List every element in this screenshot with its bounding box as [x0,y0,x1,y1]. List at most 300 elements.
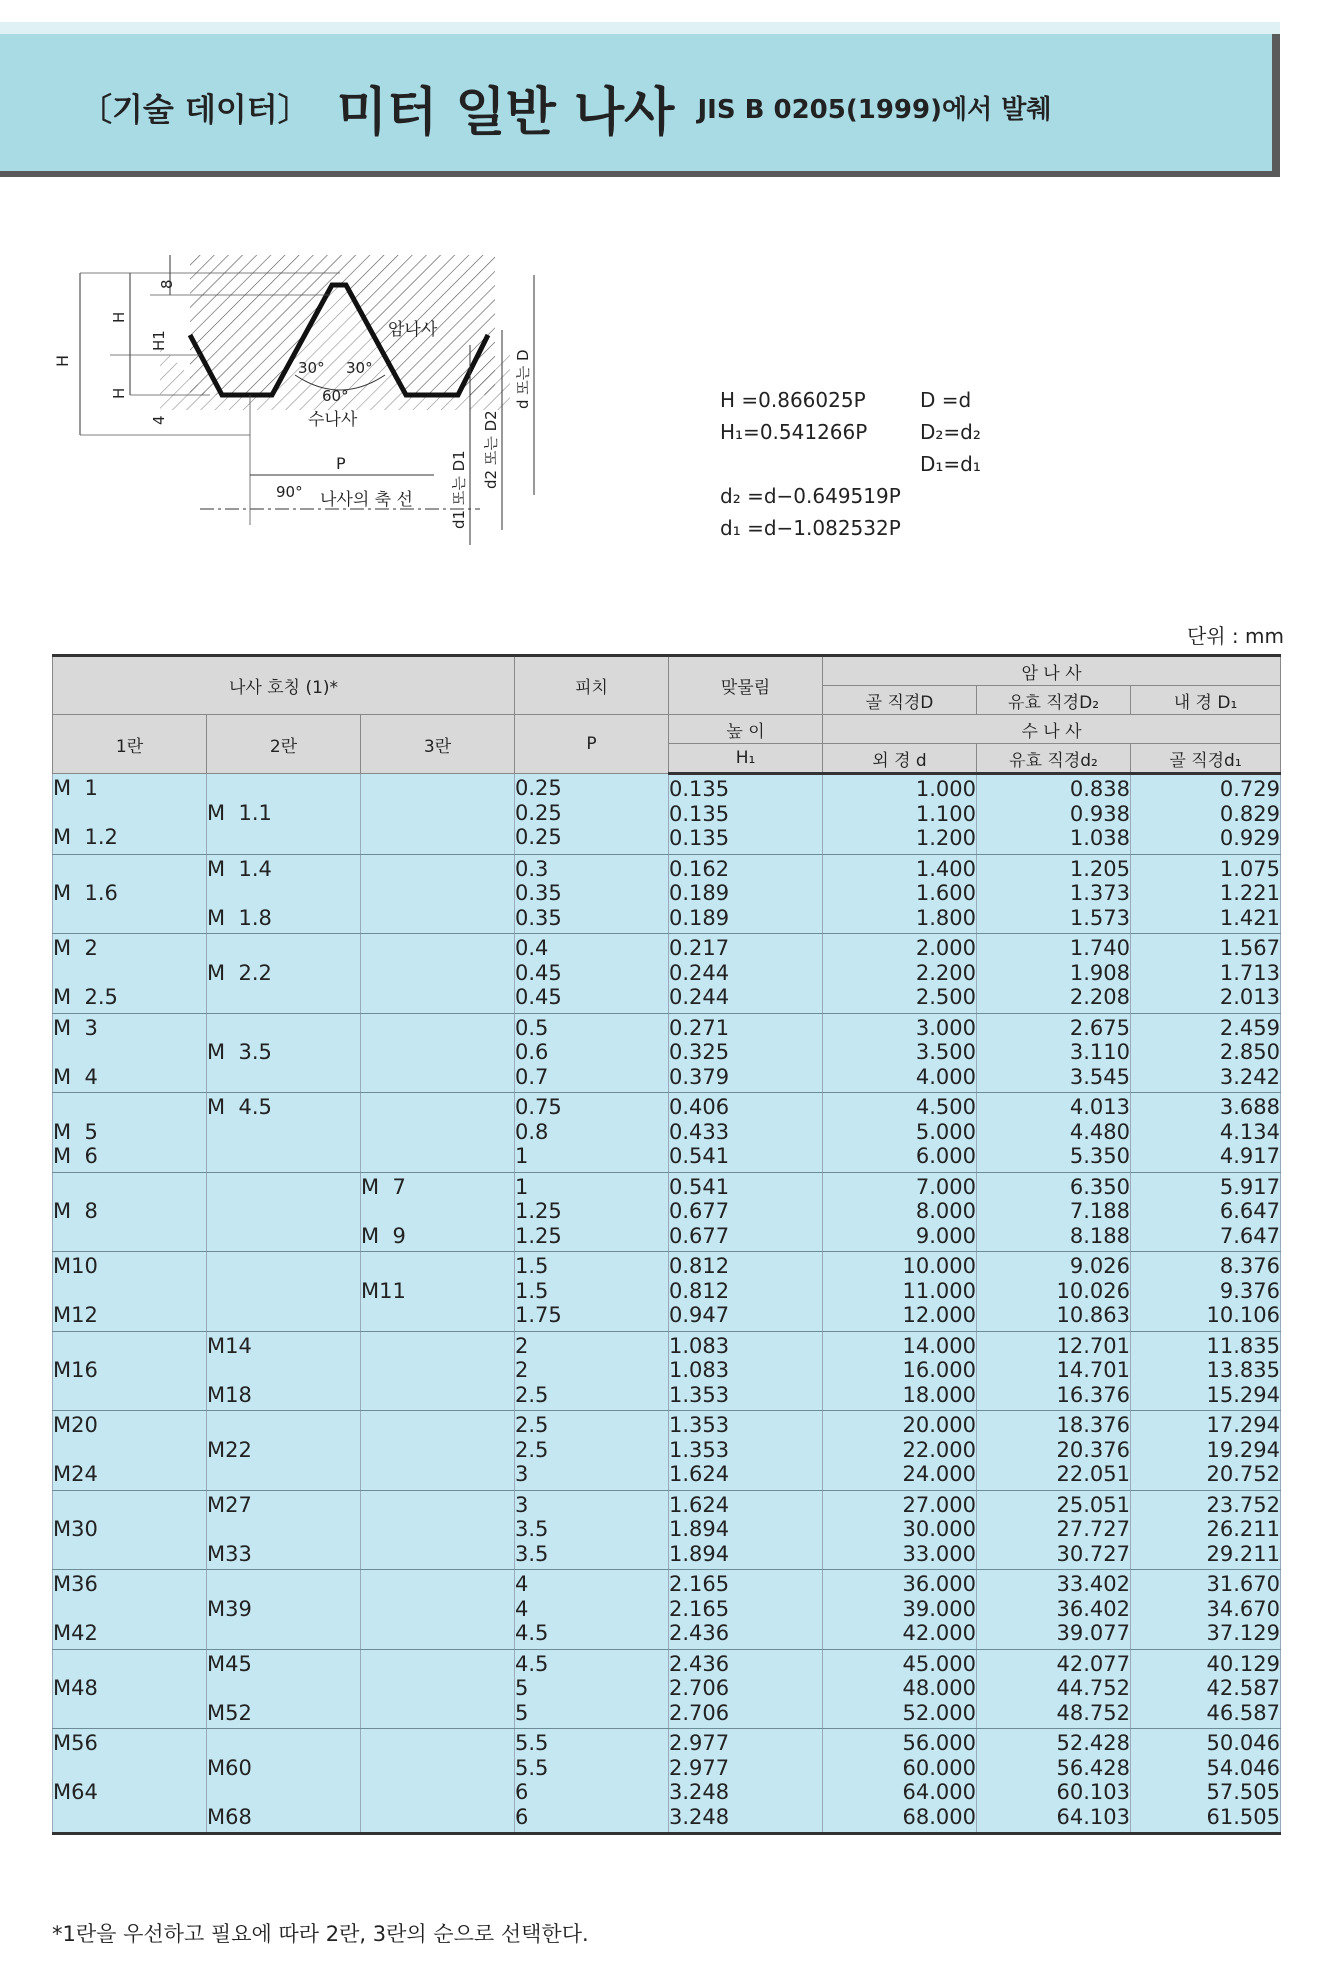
cell-line: 1.221 [1219,881,1281,905]
cell-line [207,1462,360,1487]
cell-line: 56.428 [1056,1755,1131,1780]
thread-formulas [720,384,981,544]
cell-line [53,1438,206,1463]
cell-line: 22.051 [1056,1462,1131,1486]
cell-line: M18 [207,1382,252,1407]
label-axis: 나사의 축 선 [320,490,413,510]
pitch-values [515,854,669,934]
cell-line [361,1780,514,1805]
pitch-diameter-values [977,1649,1131,1729]
label-h-quarter: 4 [150,415,168,425]
cell-line [207,1413,360,1438]
cell-line: 6 [515,1804,529,1829]
minor-diameter-values [1131,1252,1281,1332]
cell-line: 0.35 [515,905,562,930]
cell-line: 16.000 [902,1358,977,1382]
pitch-values [515,1331,669,1411]
cell-line: M 3 [53,1015,98,1040]
cell-line [207,1199,360,1224]
label-angle-60: 60° [322,387,349,405]
minor-diameter-values [1131,1570,1281,1650]
formula-left: H₁=0.541266P [720,420,868,444]
minor-diameter-values [1131,1729,1281,1834]
pitch-diameter-values [977,774,1131,855]
cell-line [207,825,360,850]
cell-line: 1.740 [1069,936,1131,960]
cell-line [361,1493,514,1518]
cell-line: 33.402 [1056,1572,1131,1596]
minor-diameter-values [1131,1411,1281,1491]
col3-names [361,934,515,1014]
cell-line: 0.812 [669,1278,730,1303]
pitch-values [515,1411,669,1491]
cell-line: M42 [53,1621,98,1645]
cell-line: M 8 [53,1199,98,1223]
cell-line: 20.752 [1206,1462,1281,1486]
formula-row [720,480,901,512]
cell-line: 7.000 [915,1174,977,1199]
cell-line: 2.5 [515,1382,549,1407]
major-diameter-values [823,1411,977,1491]
cell-line: 0.379 [669,1064,730,1089]
cell-line: 48.000 [902,1676,977,1700]
pitch-diameter-values [977,1411,1131,1491]
h1-values [669,1649,823,1729]
col1-names [53,1729,207,1834]
formula-row [720,384,972,416]
cell-line: 1.624 [669,1492,730,1517]
cell-line: 5 [515,1700,529,1725]
cell-line [361,1065,514,1090]
cell-line: 2.013 [1219,985,1281,1009]
cell-line: M33 [207,1541,252,1566]
cell-line: 46.587 [1206,1700,1281,1725]
pitch-values [515,1093,669,1173]
header-root-D: 골 직경D [823,686,977,715]
cell-line [207,1731,360,1756]
cell-line: 4.134 [1219,1119,1281,1144]
cell-line: 22.000 [902,1437,977,1462]
cell-line: M 2.5 [53,985,118,1009]
cell-line: 0.244 [669,985,730,1009]
col1-names [53,1013,207,1093]
cell-line: 3.248 [669,1780,730,1804]
header-female: 암 나 사 [823,656,1281,686]
cell-line: 7.647 [1219,1223,1281,1248]
cell-line [361,1517,514,1542]
cell-line: M11 [361,1278,406,1303]
cell-line [361,1334,514,1359]
table-row [53,1013,1281,1093]
col1-names [53,1331,207,1411]
table-row [53,1570,1281,1650]
footnote: *1란을 우선하고 필요에 따라 2란, 3란의 순으로 선택한다. [52,1922,589,1946]
title-banner [0,34,1280,177]
header-p: P [515,715,669,774]
col3-names [361,1411,515,1491]
label-h-half-bottom: H [110,387,128,399]
cell-line [361,1621,514,1646]
cell-line: 1.205 [1069,856,1131,881]
cell-line: M45 [207,1651,252,1676]
cell-line: M14 [207,1333,252,1358]
minor-diameter-values [1131,774,1281,855]
cell-line [361,1805,514,1830]
cell-line [361,1303,514,1328]
col2-names [207,1331,361,1411]
cell-line [53,1175,206,1200]
col1-names [53,1252,207,1332]
col2-names [207,1411,361,1491]
h1-values [669,1411,823,1491]
cell-line: 0.325 [669,1040,730,1064]
cell-line: 0.162 [669,856,730,881]
col3-names [361,854,515,934]
cell-line: 56.000 [902,1731,977,1755]
cell-line: 2.675 [1069,1015,1131,1040]
cell-line: 1.353 [669,1437,730,1462]
cell-line: 1.421 [1219,905,1281,930]
cell-line: 2.165 [669,1572,730,1596]
cell-line: 5 [515,1676,529,1700]
cell-line: 5.5 [515,1755,549,1780]
table-row [53,1172,1281,1252]
cell-line: 14.000 [902,1333,977,1358]
cell-line: 1.800 [915,905,977,930]
cell-line: M24 [53,1462,98,1486]
cell-line: 1.083 [669,1358,730,1382]
cell-line: 23.752 [1206,1492,1281,1517]
cell-line [361,1254,514,1279]
cell-line: M 6 [53,1144,98,1168]
cell-line [207,1224,360,1249]
cell-line: 4.5 [515,1651,549,1676]
cell-line [361,1413,514,1438]
pitch-values [515,1729,669,1834]
table-row [53,774,1281,855]
cell-line: 0.244 [669,960,730,985]
cell-line: 1.713 [1219,960,1281,985]
label-h-half-top: H [110,311,128,323]
cell-line: 9.000 [915,1223,977,1248]
pitch-values [515,774,669,855]
cell-line [207,1780,360,1805]
header-male: 수 나 사 [823,715,1281,744]
cell-line: M52 [207,1700,252,1725]
cell-line: 33.000 [902,1541,977,1566]
cell-line: M 1.8 [207,905,272,930]
cell-line: 9.026 [1069,1254,1131,1278]
cell-line: 1 [515,1174,529,1199]
cell-line [53,1095,206,1120]
pitch-diameter-values [977,1331,1131,1411]
cell-line: M 3.5 [207,1040,272,1064]
h1-values [669,1331,823,1411]
label-pitch: P [336,454,346,473]
cell-line: 68.000 [902,1804,977,1829]
cell-line: 3.242 [1219,1064,1281,1089]
cell-line: 26.211 [1206,1517,1281,1541]
cell-line [361,1676,514,1701]
cell-line [361,1095,514,1120]
major-diameter-values [823,1490,977,1570]
pitch-values [515,1570,669,1650]
cell-line: 31.670 [1206,1572,1281,1596]
col2-names [207,1252,361,1332]
cell-line: 0.135 [669,826,730,850]
cell-line: 39.000 [902,1596,977,1621]
major-diameter-values [823,1093,977,1173]
col2-names [207,1172,361,1252]
cell-line: 2 [515,1358,529,1382]
cell-line: 4.5 [515,1621,549,1645]
header-row [53,715,1281,744]
table-row [53,1490,1281,1570]
major-diameter-values [823,934,977,1014]
cell-line [53,1597,206,1622]
cell-line: M 7 [361,1174,406,1199]
cell-line [207,1065,360,1090]
cell-line: 3.688 [1219,1095,1281,1119]
h1-values [669,1490,823,1570]
cell-line: 20.376 [1056,1437,1131,1462]
cell-line: 42.587 [1206,1676,1281,1700]
cell-line [361,1040,514,1065]
col2-names [207,1093,361,1173]
cell-line: 3.248 [669,1804,730,1829]
major-diameter-values [823,1649,977,1729]
col1-names [53,934,207,1014]
col3-names [361,1013,515,1093]
cell-line: 1.600 [915,881,977,905]
cell-line: 6.647 [1219,1199,1281,1223]
cell-line: 44.752 [1056,1676,1131,1700]
formula-row [720,512,901,544]
cell-line: 0.947 [669,1303,730,1327]
col3-names [361,1570,515,1650]
cell-line: 2.977 [669,1755,730,1780]
cell-line: 2.436 [669,1621,730,1645]
thread-profile-diagram [50,235,610,545]
cell-line: 1.100 [915,801,977,826]
cell-line [53,801,206,826]
cell-line: 10.106 [1206,1303,1281,1327]
col3-names [361,1252,515,1332]
cell-line: 40.129 [1206,1651,1281,1676]
col2-names [207,934,361,1014]
cell-line: 1.624 [669,1462,730,1486]
cell-line: 0.135 [669,777,730,801]
cell-line: M56 [53,1731,98,1755]
cell-line: 0.135 [669,801,730,826]
cell-line: 0.829 [1219,801,1281,826]
col2-names [207,1013,361,1093]
cell-line: 17.294 [1206,1413,1281,1437]
cell-line: 0.217 [669,936,730,960]
col1-names [53,1093,207,1173]
header-row [53,656,1281,686]
cell-line: 1.894 [669,1517,730,1541]
cell-line: 60.000 [902,1755,977,1780]
header-col3: 3란 [361,715,515,774]
cell-line: M68 [207,1804,252,1829]
col3-names [361,1093,515,1173]
cell-line: 42.077 [1056,1651,1131,1676]
cell-line: 52.428 [1056,1731,1131,1755]
cell-line: 2.500 [915,985,977,1009]
pitch-values [515,1252,669,1332]
cell-line [361,1597,514,1622]
cell-line: 1.000 [915,777,977,801]
cell-line: 5.5 [515,1731,549,1755]
cell-line [207,1621,360,1646]
major-diameter-values [823,774,977,855]
h1-values [669,854,823,934]
cell-line [207,1254,360,1279]
cell-line: 39.077 [1056,1621,1131,1645]
cell-line: 1.25 [515,1199,562,1223]
cell-line [53,1279,206,1304]
table-row [53,1093,1281,1173]
h1-values [669,934,823,1014]
cell-line: M36 [53,1572,98,1596]
cell-line [53,906,206,931]
cell-line: M 1 [53,776,98,800]
header-pitch-D2: 유효 직경D₂ [977,686,1131,715]
cell-line: 6.350 [1069,1174,1131,1199]
cell-line: M 4.5 [207,1095,272,1119]
col3-names [361,1172,515,1252]
cell-line: 2.459 [1219,1015,1281,1040]
cell-line: 5.917 [1219,1174,1281,1199]
cell-line [53,1383,206,1408]
minor-diameter-values [1131,854,1281,934]
table-row [53,934,1281,1014]
col2-names [207,1649,361,1729]
cell-line: 1.353 [669,1413,730,1437]
formula-row [720,448,981,480]
cell-line: 27.727 [1056,1517,1131,1541]
cell-line [53,1334,206,1359]
cell-line: 3.5 [515,1541,549,1566]
major-diameter-values [823,1013,977,1093]
header-root-d1: 골 직경d₁ [1131,744,1281,774]
title-prefix: 〔기술 데이터〕 [80,90,310,129]
cell-line [53,1701,206,1726]
cell-line: 20.000 [902,1413,977,1437]
cell-line [361,1756,514,1781]
col1-names [53,854,207,934]
cell-line: 0.406 [669,1095,730,1119]
cell-line: 4.500 [915,1095,977,1119]
cell-line: 64.103 [1056,1804,1131,1829]
cell-line: 36.000 [902,1572,977,1596]
cell-line [53,1542,206,1567]
cell-line [361,1731,514,1756]
formula-right: D₁=d₁ [920,452,981,476]
pitch-values [515,1172,669,1252]
table-body [53,774,1281,1834]
cell-line: 5.000 [915,1119,977,1144]
cell-line: 52.000 [902,1700,977,1725]
label-angle-30-left: 30° [298,359,325,377]
cell-line: 0.271 [669,1015,730,1040]
header-engagement: 맞물림 [669,656,823,715]
pitch-values [515,934,669,1014]
cell-line: M12 [53,1303,98,1327]
cell-line [207,1676,360,1701]
cell-line: 37.129 [1206,1621,1281,1645]
label-d: d 또는 D [514,349,532,409]
cell-line [361,1572,514,1597]
minor-diameter-values [1131,1013,1281,1093]
cell-line [361,1358,514,1383]
cell-line [361,1542,514,1567]
pitch-diameter-values [977,1729,1131,1834]
cell-line [53,1805,206,1830]
cell-line: 14.701 [1056,1358,1131,1382]
major-diameter-values [823,1570,977,1650]
cell-line [361,1383,514,1408]
col2-names [207,854,361,934]
cell-line: 36.402 [1056,1596,1131,1621]
cell-line: 42.000 [902,1621,977,1645]
cell-line: 2.000 [915,936,977,960]
cell-line: 1.75 [515,1303,562,1327]
cell-line: 2.5 [515,1437,549,1462]
cell-line: 4.917 [1219,1144,1281,1168]
table-row [53,854,1281,934]
cell-line: M22 [207,1437,252,1462]
cell-line: 45.000 [902,1651,977,1676]
major-diameter-values [823,854,977,934]
cell-line: 11.000 [902,1278,977,1303]
cell-line [207,1120,360,1145]
cell-line [53,1652,206,1677]
cell-line: 1.373 [1069,881,1131,905]
cell-line: 0.45 [515,985,562,1009]
cell-line: 3.5 [515,1517,549,1541]
cell-line: 12.701 [1056,1333,1131,1358]
cell-line [207,1303,360,1328]
cell-line: 6 [515,1780,529,1804]
cell-line: 1.5 [515,1278,549,1303]
cell-line: 0.729 [1219,777,1281,801]
col2-names [207,1570,361,1650]
cell-line: M16 [53,1358,98,1382]
cell-line: 27.000 [902,1492,977,1517]
minor-diameter-values [1131,1649,1281,1729]
formula-left: d₁ =d−1.082532P [720,516,901,540]
col1-names [53,1172,207,1252]
formula-left: d₂ =d−0.649519P [720,484,901,508]
col1-names [53,1570,207,1650]
cell-line: 3.000 [915,1015,977,1040]
cell-line: 0.541 [669,1174,730,1199]
cell-line: 2.850 [1219,1040,1281,1064]
cell-line: 60.103 [1056,1780,1131,1804]
cell-line: 3.545 [1069,1064,1131,1089]
cell-line: 1.5 [515,1254,549,1278]
cell-line: 0.812 [669,1254,730,1278]
cell-line: 64.000 [902,1780,977,1804]
cell-line [361,1438,514,1463]
cell-line: 2.977 [669,1731,730,1755]
cell-line: 2 [515,1333,529,1358]
cell-line: 0.35 [515,881,562,905]
title-subtitle: JIS B 0205(1999)에서 발췌 [697,95,1052,125]
cell-line [361,936,514,961]
